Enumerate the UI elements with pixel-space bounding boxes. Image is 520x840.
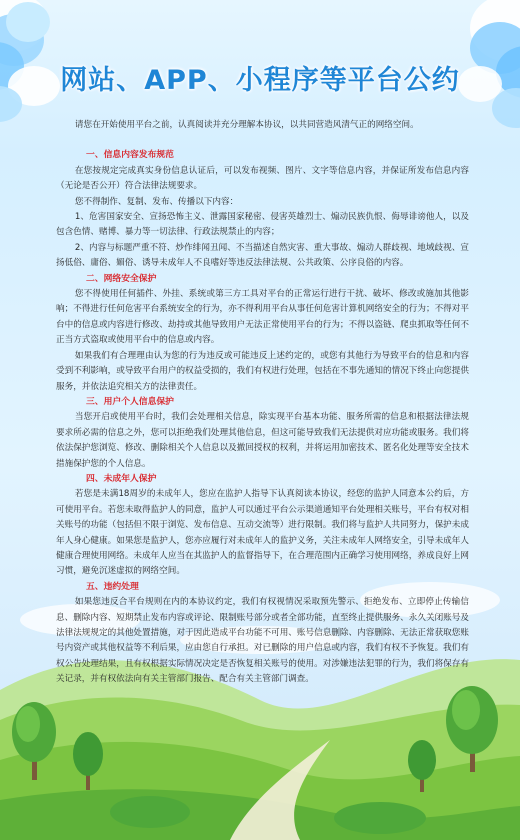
paragraph: 2、内容与标题严重不符、炒作绯闻丑闻、不当描述自然灾害、重大事故、煽动人群歧视、地域歧视、宣扬低俗、庸俗、媚俗、诱导未成年人不良嗜好等违反法律法规、公共政策、公序良俗的内容。 xyxy=(56,242,469,269)
section-heading: 四、未成年人保护 xyxy=(86,473,157,484)
paragraph: 1、危害国家安全、宣扬恐怖主义、泄露国家秘密、侵害英雄烈士、煽动民族仇恨、侮辱诽谤他人，以及包含色情、赌博、暴力等一切法律、行政法规禁止的内容； xyxy=(56,212,469,238)
paragraph: 您不得使用任何插件、外挂、系统或第三方工具对平台的正常运行进行干扰、破坏、修改或施加其他影响；不得进行任何危害平台系统安全的行为，亦不得利用平台从事任何危害计算机网络安全的行为；不得对平台中的信息或内容进行修改、劫持或其他导致用户无法正常使用平台的行为；不得以盗链、爬虫抓取等任何不正当方式盗取或使用平台中的信息或内容。 xyxy=(56,289,469,346)
agreement-body xyxy=(56,118,469,688)
section-heading: 一、信息内容发布规范 xyxy=(86,150,174,161)
section-content-rules xyxy=(56,148,469,271)
intro-paragraph: 请您在开始使用平台之前，认真阅读并充分理解本协议，以共同营造风清气正的网络空间。 xyxy=(74,120,419,130)
paragraph: 当您开启或使用平台时，我们会处理相关信息，除实现平台基本功能、服务所需的信息和根据法律法规要求所必需的信息之外，您可以拒绝我们处理其他信息，但这可能导致我们无法提供对应功能或服务。我们将依法保护您浏览、修改、删除相关个人信息以及撤回授权的权利，并将运用加密技术、匿名化处理等安全技术措施保护您的个人信息。 xyxy=(56,412,469,469)
section-personal-info xyxy=(56,395,469,472)
section-heading: 三、用户个人信息保护 xyxy=(86,396,174,407)
section-network-security xyxy=(56,272,469,395)
section-minor-protection xyxy=(56,472,469,580)
section-heading: 二、网络安全保护 xyxy=(86,273,157,284)
paragraph: 若您是未满18周岁的未成年人，您应在监护人指导下认真阅读本协议，经您的监护人同意本公约后，方可使用平台。若您未取得监护人的同意，监护人可以通过平台公示渠道通知平台处理相关账号，平台有权对相关账号的功能（包括但不限于浏览、发布信息、互动交流等）进行限制。我们将与监护人共同努力，保护未成年人身心健康。如果您是监护人，您亦应履行对未成年人的监护义务，关注未成年人网络安全，引导未成年人健康合理使用网络。未成年人应当在其监护人的监督指导下，在合理范围内正确学习使用网络，养成良好上网习惯，避免沉迷虚拟的网络空间。 xyxy=(56,489,469,577)
paragraph: 在您按规定完成真实身份信息认证后，可以发布视频、图片、文字等信息内容，并保证所发布信息内容（无论是否公开）符合法律法规要求。 xyxy=(56,165,469,192)
paragraph: 您不得制作、复制、发布、传播以下内容： xyxy=(74,196,239,207)
paragraph: 如果您违反合平台规则在内的本协议约定，我们有权视情况采取预先警示、拒绝发布、立即停止传输信息、删除内容、短期禁止发布内容或评论、限制账号部分或者全部功能，直至终止提供服务、永久关闭账号及法律法规规定的其他处置措施，对于因此造成平台功能不可用、账号信息删除、内容删除、无法正常获取您账号内资产或其他权益等不利后果，应由您自行承担。对已删除的用户信息或内容，我们有权不予恢复。我们有权公告处理结果，且有权根据实际情况决定是否恢复相关账号的使用。对涉嫌违法犯罪的行为，我们将保存有关记录，并有权依法向有关主管部门报告、配合有关主管部门调查。 xyxy=(56,597,469,685)
paragraph: 如果我们有合理理由认为您的行为违反或可能违反上述约定的，或您有其他行为导致平台的信息和内容受到不利影响，或导致平台用户的权益受损的，我们有权进行处理，包括在不事先通知的情况下终止向您提供服务，并依法追究相关方的法律责任。 xyxy=(56,350,469,392)
section-heading: 五、违约处理 xyxy=(86,581,139,592)
page-title: 网站、APP、小程序等平台公约 xyxy=(60,65,460,96)
section-violation-handling xyxy=(56,580,469,688)
